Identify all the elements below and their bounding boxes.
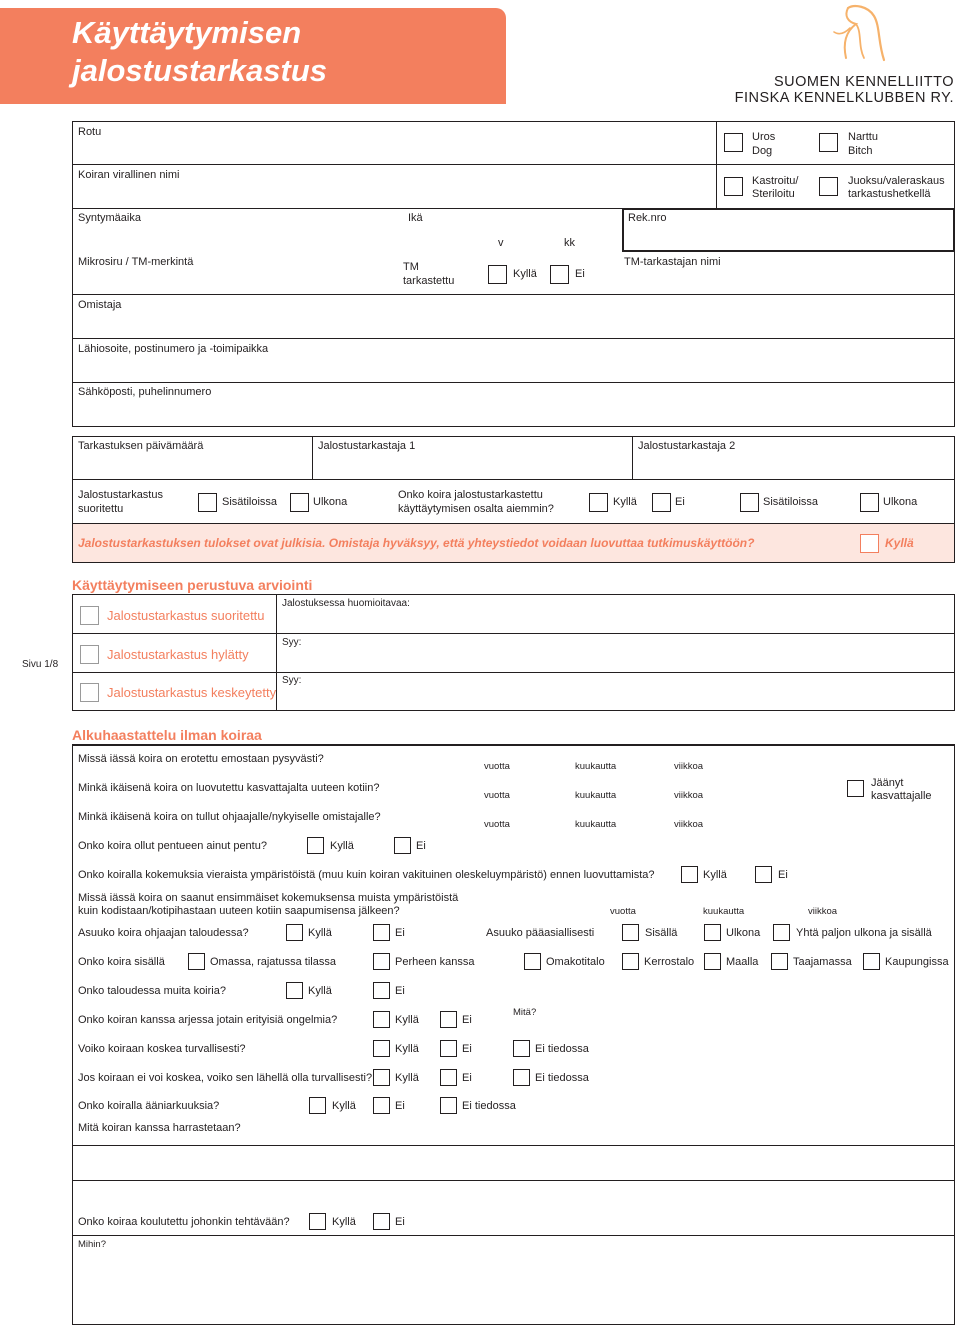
- ika-label: Ikä: [408, 212, 423, 224]
- ulkona-checkbox[interactable]: [704, 924, 721, 941]
- q4-label: Onko koira ollut pentueen ainut pentu?: [78, 840, 267, 852]
- q7-kylla-label: Kyllä: [308, 927, 332, 939]
- aiemmin-ei-checkbox[interactable]: [652, 493, 671, 512]
- q2-viikkoa: viikkoa: [674, 790, 704, 801]
- q4-ei-label: Ei: [416, 840, 426, 852]
- rek-nro-field[interactable]: [622, 208, 955, 252]
- tm-tarkastaja-label: TM-tarkastajan nimi: [624, 256, 721, 268]
- q5-kylla-checkbox[interactable]: [681, 866, 698, 883]
- suoritettu-sisatiloissa-checkbox[interactable]: [198, 493, 217, 512]
- q6-label: Missä iässä koira on saanut ensimmäiset kokemuksensa muista ympäristöistä: [78, 892, 459, 904]
- tarkastettu-label: tarkastettu: [403, 275, 455, 287]
- uros-label: Uros: [752, 131, 776, 143]
- q12-ei-label: Ei: [462, 1072, 472, 1084]
- q10-label: Onko koiran kanssa arjessa jotain erityisiä ongelmia?: [78, 1014, 338, 1026]
- q5-ei-label: Ei: [778, 869, 788, 881]
- q13-kylla-checkbox[interactable]: [309, 1097, 326, 1114]
- tarkastus-pvm-label: Tarkastuksen päivämäärä: [78, 440, 204, 452]
- q7-kylla-checkbox[interactable]: [286, 924, 303, 941]
- q5-label: Onko koiralla kokemuksia vieraista ympäristöistä (muu kuin koiran vakituinen oleskeluympäristö) ennen luovuttamista?: [78, 869, 655, 881]
- q15-kylla-label: Kyllä: [332, 1216, 356, 1228]
- omakotitalo-checkbox[interactable]: [524, 953, 541, 970]
- divider: [72, 1180, 955, 1181]
- q3-viikkoa: viikkoa: [674, 819, 704, 830]
- mita-label: Mitä?: [513, 1007, 537, 1018]
- q3-kuukautta: kuukautta: [575, 819, 617, 830]
- q12-ei-checkbox[interactable]: [440, 1069, 457, 1086]
- q9-kylla-label: Kyllä: [308, 985, 332, 997]
- q1-viikkoa: viikkoa: [674, 761, 704, 772]
- taajamassa-checkbox[interactable]: [771, 953, 788, 970]
- title-line-1: Käyttäytymisen: [72, 15, 302, 50]
- q13-ei-tiedossa-label: Ei tiedossa: [462, 1100, 516, 1112]
- maalla-checkbox[interactable]: [704, 953, 721, 970]
- huomioitavaa-label: Jalostuksessa huomioitavaa:: [282, 598, 410, 609]
- q5-kylla-label: Kyllä: [703, 869, 727, 881]
- q12-ei-tiedossa-checkbox[interactable]: [513, 1069, 530, 1086]
- arviointi-suoritettu-checkbox[interactable]: [80, 606, 99, 625]
- juoksu-checkbox[interactable]: [819, 177, 838, 196]
- steriloitu-label: Steriloitu: [752, 188, 795, 200]
- q10-kylla-checkbox[interactable]: [373, 1011, 390, 1028]
- consent-checkbox[interactable]: [860, 534, 879, 553]
- narttu-label: Narttu: [848, 131, 878, 143]
- rotu-label: Rotu: [78, 126, 102, 138]
- q6-kuukautta: kuukautta: [703, 906, 745, 917]
- divider: [72, 382, 955, 383]
- maalla-label: Maalla: [726, 956, 759, 968]
- kerrostalo-label: Kerrostalo: [644, 956, 695, 968]
- suoritettu-label-2: suoritettu: [78, 503, 124, 515]
- q10-ei-label: Ei: [462, 1014, 472, 1026]
- divider: [716, 121, 717, 208]
- q2-kuukautta: kuukautta: [575, 790, 617, 801]
- divider: [72, 479, 955, 480]
- divider: [312, 436, 313, 479]
- consent-text: Jalostustarkastuksen tulokset ovat julkisia. Omistaja hyväksyy, että yhteystiedot voidaan luovuttaa tutkimuskäyttöön?: [78, 536, 755, 550]
- q11-ei-checkbox[interactable]: [440, 1040, 457, 1057]
- juoksu-label: Juoksu/valeraskaus: [848, 175, 945, 187]
- q13-label: Onko koiralla ääniarkuuksia?: [78, 1100, 220, 1112]
- q12-ei-tiedossa-label: Ei tiedossa: [535, 1072, 589, 1084]
- aiemmin-label-2: käyttäytymisen osalta aiemmin?: [398, 503, 554, 515]
- q12-label: Jos koiraan ei voi koskea, voiko sen lähellä olla turvallisesti?: [78, 1072, 373, 1084]
- aiemmin-ulkona-checkbox[interactable]: [860, 493, 879, 512]
- suoritettu-ulkona-checkbox[interactable]: [290, 493, 309, 512]
- omistaja-label: Omistaja: [78, 299, 122, 311]
- q2-label: Minkä ikäisenä koira on luovutettu kasvattajalta uuteen kotiin?: [78, 782, 380, 794]
- perheen-checkbox[interactable]: [373, 953, 390, 970]
- tarkastaja2-label: Jalostustarkastaja 2: [638, 440, 736, 452]
- q6-vuotta: vuotta: [610, 906, 636, 917]
- arviointi-heading: Käyttäytymiseen perustuva arviointi: [72, 577, 313, 593]
- taajamassa-label: Taajamassa: [793, 956, 852, 968]
- q9-label: Onko taloudessa muita koiria?: [78, 985, 226, 997]
- divider: [72, 294, 955, 295]
- syy-label-2: Syy:: [282, 675, 302, 686]
- divider: [72, 744, 955, 746]
- uros-checkbox[interactable]: [724, 133, 743, 152]
- tm-label: TM: [403, 261, 419, 273]
- aiemmin-ei-label: Ei: [675, 496, 685, 508]
- alkuhaastattelu-heading: Alkuhaastattelu ilman koiraa: [72, 727, 262, 743]
- q1-kuukautta: kuukautta: [575, 761, 617, 772]
- q15-label: Onko koiraa koulutettu johonkin tehtävään?: [78, 1216, 290, 1228]
- dog-label: Dog: [752, 145, 773, 157]
- yhta-label: Yhtä paljon ulkona ja sisällä: [796, 927, 932, 939]
- perheen-label: Perheen kanssa: [395, 956, 475, 968]
- q11-ei-tiedossa-label: Ei tiedossa: [535, 1043, 589, 1055]
- jaanyt-label: Jäänyt: [871, 777, 904, 789]
- q13-ei-checkbox[interactable]: [373, 1097, 390, 1114]
- kuukaudet-label: kk: [564, 237, 575, 249]
- sisatiloissa-label: Sisätiloissa: [222, 496, 278, 508]
- bitch-label: Bitch: [848, 145, 873, 157]
- kaupungissa-label: Kaupungissa: [885, 956, 949, 968]
- tarkastaja1-label: Jalostustarkastaja 1: [318, 440, 416, 452]
- kasvattajalle-label: kasvattajalle: [871, 790, 932, 802]
- lahiosoite-label: Lähiosoite, postinumero ja -toimipaikka: [78, 343, 269, 355]
- q4-kylla-checkbox[interactable]: [307, 837, 324, 854]
- suoritettu-label: Jalostustarkastus: [78, 489, 163, 501]
- aiemmin-sisatiloissa-label: Sisätiloissa: [763, 496, 819, 508]
- syy-label: Syy:: [282, 637, 302, 648]
- q3-label: Minkä ikäisenä koira on tullut ohjaajalle/nykyiselle omistajalle?: [78, 811, 381, 823]
- q6-viikkoa: viikkoa: [808, 906, 838, 917]
- q11-ei-label: Ei: [462, 1043, 472, 1055]
- aiemmin-sisatiloissa-checkbox[interactable]: [740, 493, 759, 512]
- arviointi-suoritettu-label: Jalostustarkastus suoritettu: [107, 608, 265, 623]
- arviointi-hylatty-checkbox[interactable]: [80, 645, 99, 664]
- q8-label: Onko koira sisällä: [78, 956, 165, 968]
- q5-ei-checkbox[interactable]: [755, 866, 772, 883]
- q7-ei-checkbox[interactable]: [373, 924, 390, 941]
- tarkastushetkella-label: tarkastushetkellä: [848, 188, 931, 200]
- arviointi-keskeytetty-label: Jalostustarkastus keskeytetty: [107, 685, 277, 700]
- q7b-label: Asuuko pääasiallisesti: [486, 927, 595, 939]
- q15-ei-label: Ei: [395, 1216, 405, 1228]
- q15-kylla-checkbox[interactable]: [309, 1213, 326, 1230]
- q15-ei-checkbox[interactable]: [373, 1213, 390, 1230]
- divider: [72, 1235, 955, 1236]
- q7-ei-label: Ei: [395, 927, 405, 939]
- omassa-label: Omassa, rajatussa tilassa: [210, 956, 336, 968]
- aiemmin-kylla-label: Kyllä: [613, 496, 637, 508]
- page-number: Sivu 1/8: [22, 659, 59, 670]
- divider: [72, 164, 955, 165]
- narttu-checkbox[interactable]: [819, 133, 838, 152]
- sisalla-label: Sisällä: [645, 927, 678, 939]
- vuodet-label: v: [498, 237, 504, 249]
- arviointi-hylatty-label: Jalostustarkastus hylätty: [107, 647, 249, 662]
- q9-kylla-checkbox[interactable]: [286, 982, 303, 999]
- yhta-checkbox[interactable]: [773, 924, 790, 941]
- q9-ei-checkbox[interactable]: [373, 982, 390, 999]
- kastroitu-label: Kastroitu/: [752, 175, 799, 187]
- mikrosiru-label: Mikrosiru / TM-merkintä: [78, 256, 194, 268]
- kaupungissa-checkbox[interactable]: [863, 953, 880, 970]
- jaanyt-checkbox[interactable]: [847, 780, 864, 797]
- form-title: [72, 14, 327, 90]
- kastroitu-checkbox[interactable]: [724, 177, 743, 196]
- q10-ei-checkbox[interactable]: [440, 1011, 457, 1028]
- q9-ei-label: Ei: [395, 985, 405, 997]
- omassa-checkbox[interactable]: [188, 953, 205, 970]
- mihin-label: Mihin?: [78, 1239, 106, 1250]
- q13-ei-tiedossa-checkbox[interactable]: [440, 1097, 457, 1114]
- ulkona-label: Ulkona: [726, 927, 761, 939]
- omakotitalo-label: Omakotitalo: [546, 956, 605, 968]
- tm-ei-checkbox[interactable]: [550, 265, 569, 284]
- q7-label: Asuuko koira ohjaajan taloudessa?: [78, 927, 249, 939]
- arviointi-keskeytetty-checkbox[interactable]: [80, 683, 99, 702]
- aiemmin-kylla-checkbox[interactable]: [589, 493, 608, 512]
- tm-ei-label: Ei: [575, 268, 585, 280]
- divider: [72, 338, 955, 339]
- rekno-label: Rek.nro: [628, 212, 667, 224]
- divider: [276, 594, 277, 711]
- q3-vuotta: vuotta: [484, 819, 510, 830]
- sahkoposti-label: Sähköposti, puhelinnumero: [78, 386, 212, 398]
- sisalla-checkbox[interactable]: [622, 924, 639, 941]
- syntymaaika-label: Syntymäaika: [78, 212, 141, 224]
- org-name-fi: SUOMEN KENNELLIITTO: [773, 74, 954, 90]
- title-line-2: jalostustarkastus: [72, 53, 327, 88]
- virallinen-nimi-label: Koiran virallinen nimi: [78, 169, 180, 181]
- alkuhaastattelu-block: [72, 744, 955, 1325]
- tm-kylla-checkbox[interactable]: [488, 265, 507, 284]
- q10-kylla-label: Kyllä: [395, 1014, 419, 1026]
- q11-ei-tiedossa-checkbox[interactable]: [513, 1040, 530, 1057]
- aiemmin-label: Onko koira jalostustarkastettu: [398, 489, 543, 501]
- kerrostalo-checkbox[interactable]: [622, 953, 639, 970]
- q14-label: Mitä koiran kanssa harrastetaan?: [78, 1122, 241, 1134]
- kennel-club-logo-icon: [828, 2, 890, 66]
- consent-kylla-label: Kyllä: [885, 536, 914, 550]
- q12-kylla-checkbox[interactable]: [373, 1069, 390, 1086]
- q11-label: Voiko koiraan koskea turvallisesti?: [78, 1043, 246, 1055]
- q13-kylla-label: Kyllä: [332, 1100, 356, 1112]
- q13-ei-label: Ei: [395, 1100, 405, 1112]
- q2-vuotta: vuotta: [484, 790, 510, 801]
- org-name-sv: FINSKA KENNELKLUBBEN RY.: [734, 90, 954, 106]
- q11-kylla-label: Kyllä: [395, 1043, 419, 1055]
- aiemmin-ulkona-label: Ulkona: [883, 496, 918, 508]
- q4-kylla-label: Kyllä: [330, 840, 354, 852]
- tm-kylla-label: Kyllä: [513, 268, 537, 280]
- divider: [72, 633, 955, 634]
- divider: [72, 672, 955, 673]
- ulkona-label: Ulkona: [313, 496, 348, 508]
- q1-vuotta: vuotta: [484, 761, 510, 772]
- q12-kylla-label: Kyllä: [395, 1072, 419, 1084]
- q6-label-2: kuin kodistaan/kotipihastaan uuteen kotiin saapumisensa jälkeen?: [78, 905, 400, 917]
- q4-ei-checkbox[interactable]: [394, 837, 411, 854]
- q1-label: Missä iässä koira on erotettu emostaan pysyvästi?: [78, 753, 324, 765]
- q11-kylla-checkbox[interactable]: [373, 1040, 390, 1057]
- divider: [632, 436, 633, 479]
- divider: [72, 1145, 955, 1146]
